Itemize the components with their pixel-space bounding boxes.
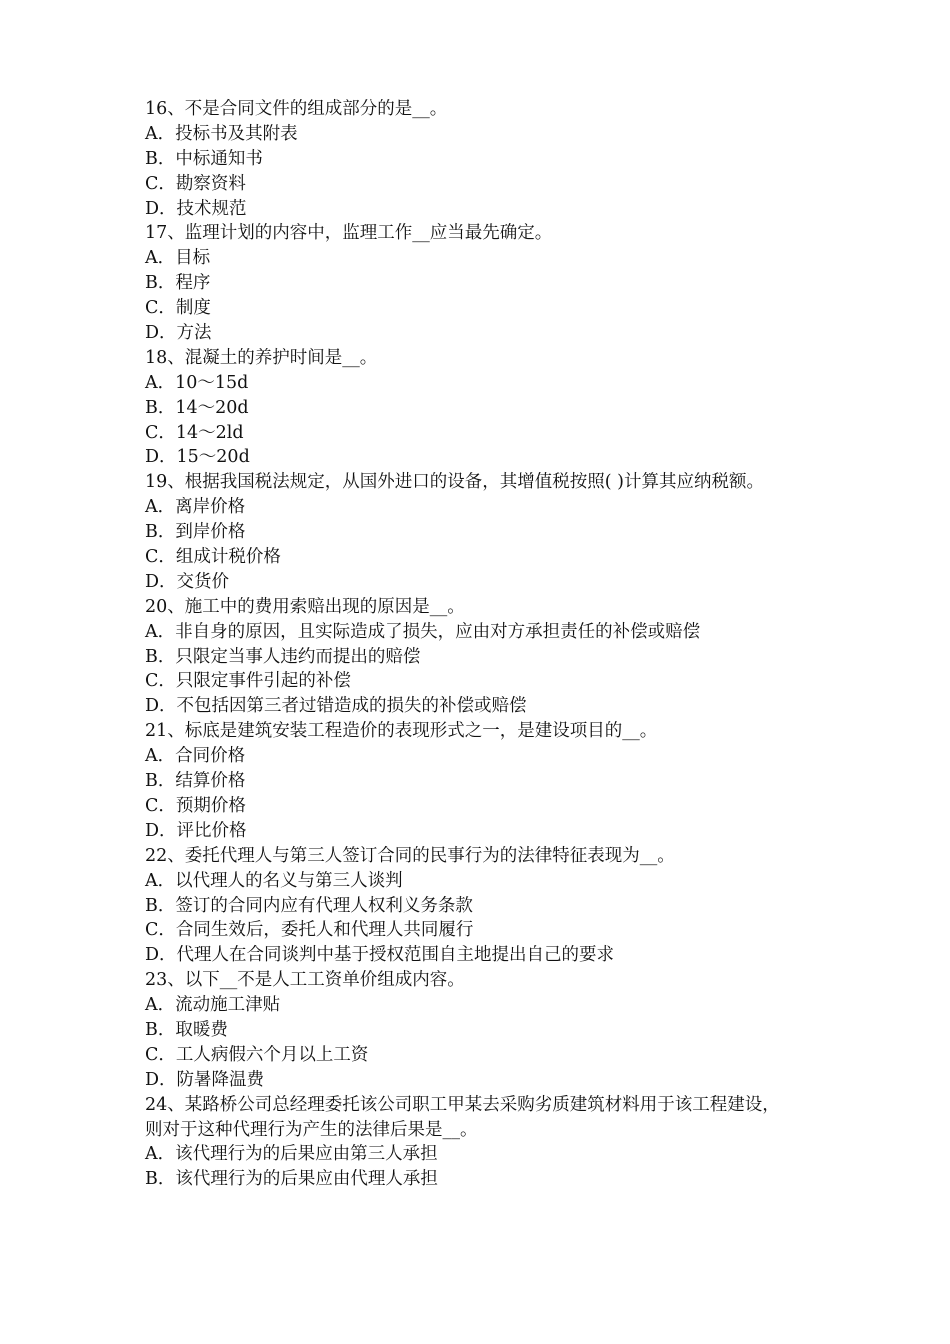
option-a: A．10～15d	[145, 372, 249, 393]
option-a: A．目标	[145, 248, 211, 269]
option-b: B．只限定当事人违约而提出的赔偿	[145, 646, 421, 667]
question-stem: 22、委托代理人与第三人签订合同的民事行为的法律特征表现为__。	[145, 845, 675, 866]
option-b: B．结算价格	[145, 771, 246, 792]
option-d: D．评比价格	[145, 820, 247, 841]
question-stem: 17、监理计划的内容中，监理工作__应当最先确定。	[145, 223, 553, 244]
option-c: C．制度	[145, 298, 211, 319]
option-c: C．勘察资料	[145, 173, 246, 194]
option-a: A．以代理人的名义与第三人谈判	[145, 870, 403, 891]
option-d: D．代理人在合同谈判中基于授权范围自主地提出自己的要求	[145, 945, 615, 966]
option-b: B．程序	[145, 273, 211, 294]
option-c: C．14～2ld	[145, 422, 244, 443]
question-stem: 16、不是合同文件的组成部分的是__。	[145, 99, 448, 119]
option-b: B．该代理行为的后果应由代理人承担	[145, 1169, 438, 1190]
question-stem: 19、根据我国税法规定，从国外进口的设备，其增值税按照( )计算其应纳税额。	[145, 472, 764, 493]
option-d: D．方法	[145, 323, 212, 344]
option-d: D．技术规范	[145, 198, 247, 219]
option-b: B．签订的合同内应有代理人权利义务条款	[145, 895, 473, 916]
option-a: A．合同价格	[145, 746, 246, 767]
option-d: D．不包括因第三者过错造成的损失的补偿或赔偿	[145, 696, 527, 717]
option-a: A．非自身的原因，且实际造成了损失，应由对方承担责任的补偿或赔偿	[145, 621, 701, 642]
option-c: C．合同生效后，委托人和代理人共同履行	[145, 920, 474, 941]
option-b: B．到岸价格	[145, 522, 246, 543]
question-stem: 20、施工中的费用索赔出现的原因是__。	[145, 596, 465, 617]
option-a: A．投标书及其附表	[145, 123, 298, 144]
option-c: C．组成计税价格	[145, 547, 281, 568]
option-d: D．15～20d	[145, 447, 250, 468]
option-b: B．取暖费	[145, 1019, 228, 1040]
option-c: C．只限定事件引起的补偿	[145, 671, 351, 692]
question-stem: 24、某路桥公司总经理委托该公司职工甲某去采购劣质建筑材料用于该工程建设，	[145, 1094, 780, 1115]
option-a: A．离岸价格	[145, 497, 246, 518]
question-list	[145, 97, 825, 1192]
question-stem: 18、混凝土的养护时间是__。	[145, 347, 378, 368]
option-b: B．14～20d	[145, 397, 249, 418]
option-b: B．中标通知书	[145, 148, 263, 169]
option-a: A．该代理行为的后果应由第三人承担	[145, 1144, 438, 1165]
option-c: C．预期价格	[145, 795, 246, 816]
option-c: C．工人病假六个月以上工资	[145, 1044, 369, 1065]
option-d: D．交货价	[145, 571, 230, 592]
option-d: D．防暑降温费	[145, 1069, 265, 1090]
question-stem: 23、以下__不是人工工资单价组成内容。	[145, 970, 465, 991]
option-a: A．流动施工津贴	[145, 995, 281, 1016]
question-stem-continued: 则对于这种代理行为产生的法律后果是__。	[145, 1119, 478, 1140]
question-stem: 21、标底是建筑安装工程造价的表现形式之一，是建设项目的__。	[145, 721, 658, 742]
